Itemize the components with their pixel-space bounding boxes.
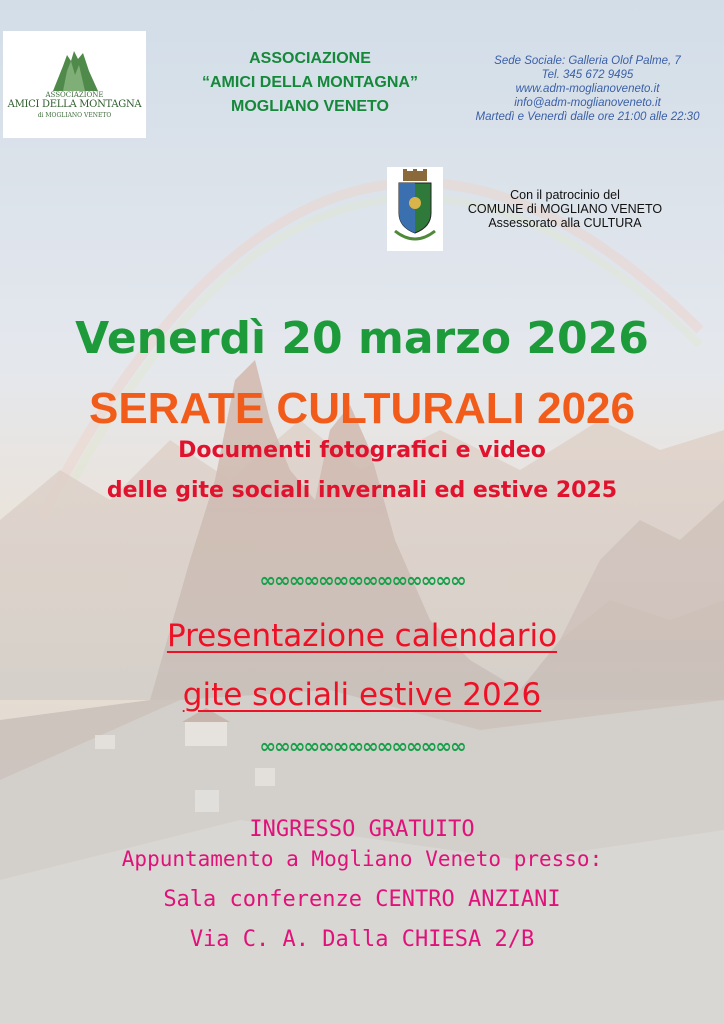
venue-address: Via C. A. Dalla CHIESA 2/B [189,927,535,952]
logo-text-town: di MOGLIANO VENETO [37,112,112,119]
association-logo [3,31,146,138]
divider-top: ∞∞∞∞∞∞∞∞∞∞∞∞∞∞ [259,568,465,592]
meeting-point: Appuntamento a Mogliano Veneto presso: [121,847,603,871]
patronage-line-3: Assessorato alla CULTURA [488,216,642,230]
presentation-line-2: gite sociali estive 2026 [182,677,542,713]
patronage-line-2: COMUNE di MOGLIANO VENETO [467,202,663,216]
municipal-crest [387,167,443,251]
contact-email[interactable]: info@adm-moglianoveneto.it [514,97,661,109]
contact-info [455,54,720,124]
association-line-2: “AMICI DELLA MONTAGNA” [202,74,418,91]
association-line-1: ASSOCIAZIONE [249,50,371,67]
divider-bottom: ∞∞∞∞∞∞∞∞∞∞∞∞∞∞ [259,734,465,758]
logo-text-association: ASSOCIAZIONE [45,91,104,99]
entry-free: INGRESSO GRATUITO [249,817,475,842]
association-header [160,47,460,119]
presentation-line-1: Presentazione calendario [166,618,558,654]
contact-website[interactable]: www.adm-moglianoveneto.it [515,83,660,95]
patronage-text [445,188,685,230]
event-subtitle-1: Documenti fotografici e video [178,438,546,463]
mountain-peaks-icon [3,31,146,138]
logo-text-name: AMICI DELLA MONTAGNA [7,99,142,110]
contact-address: Sede Sociale: Galleria Olof Palme, 7 [494,55,681,67]
venue-name: Sala conferenze CENTRO ANZIANI [163,887,561,912]
contact-hours: Martedì e Venerdì dalle ore 21:00 alle 22:30 [475,111,700,123]
patronage-line-1: Con il patrocinio del [510,188,620,202]
event-date: Venerdì 20 marzo 2026 [75,313,649,364]
association-line-3: MOGLIANO VENETO [231,98,389,115]
municipal-crest-icon [387,167,443,251]
event-subtitle-2: delle gite sociali invernali ed estive 2025 [106,478,618,503]
contact-phone: Tel. 345 672 9495 [541,69,634,81]
event-title: SERATE CULTURALI 2026 [88,384,635,433]
